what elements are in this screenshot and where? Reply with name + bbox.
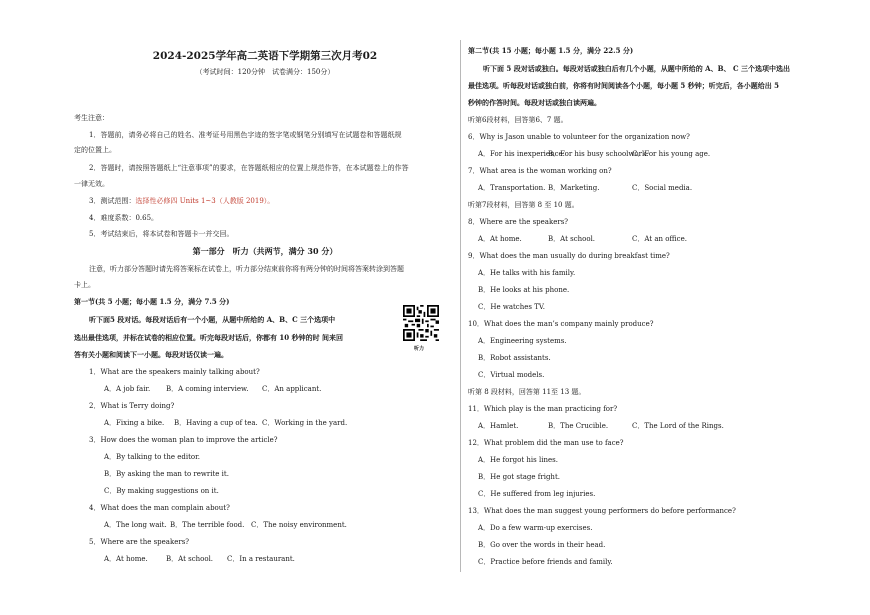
option: B．At school. <box>548 235 596 243</box>
column-divider <box>460 40 461 572</box>
option: C．He suffered from leg injuries. <box>478 490 596 498</box>
option: C．Virtual models. <box>478 371 545 379</box>
question: 2．What is Terry doing? <box>89 402 175 410</box>
option: A．The long wait. <box>104 521 167 529</box>
exam-info: （考试时间：120分钟 试卷满分：150分） <box>195 68 335 76</box>
notice-item: 一律无效。 <box>74 180 109 188</box>
notice-item: 2．答题时，请按照答题纸上“注意事项”的要求，在答题纸相应的位置上规范作答，在本试题卷上的作答 <box>89 164 409 172</box>
option: A．A job fair. <box>104 385 151 393</box>
question: 4．What does the man complain about? <box>89 504 230 512</box>
option: A．At home. <box>104 555 148 563</box>
material-instruction: 听第 8 段材料，回答第 11至 13 题。 <box>468 388 586 396</box>
option: A．At home. <box>478 235 522 243</box>
option: C．By making suggestions on it. <box>104 487 219 495</box>
part1-intro: 卡上。 <box>74 281 95 289</box>
option: B．Go over the words in their head. <box>478 541 606 549</box>
option: B．At school. <box>166 555 214 563</box>
question: 5．Where are the speakers? <box>89 538 190 546</box>
question: 13．What does the man suggest young performers do before performance? <box>468 507 736 515</box>
question: 3．How does the woman plan to improve the article? <box>89 436 278 444</box>
question: 9．What does the man usually do during breakfast time? <box>468 252 670 260</box>
section1-instruction: 答有关小题和阅读下一小题。每段对话仅读一遍。 <box>74 350 228 359</box>
notice-item: 定的位置上。 <box>74 146 116 154</box>
section1-instruction: 选出最佳选项，并标在试卷的相应位置。听完每段对话后，你都有 10 秒钟的时 间来回 <box>74 333 344 342</box>
option: C．The Lord of the Rings. <box>632 422 724 430</box>
option: C．Working in the yard. <box>262 419 348 427</box>
option: B．He looks at his phone. <box>478 286 570 294</box>
part1-intro: 注意，听力部分答题时请先将答案标在试卷上，听力部分结束前你将有两分钟的时间将答案转涂到答题 <box>89 265 404 273</box>
section2-instruction: 听下面 5 段对话或独白。每段对话或独白后有几个小题，从题中所给的 A、B、 C 三个选项中选出 <box>483 64 790 73</box>
option: A．He forgot his lines. <box>478 456 558 464</box>
option: C．Social media. <box>632 184 693 192</box>
section2-instruction: 秒钟的作答时间。每段对话或独白读两遍。 <box>468 98 601 107</box>
option: A．Fixing a bike. <box>104 419 165 427</box>
option: B．Marketing. <box>548 184 600 192</box>
notice-item: 1．答题前，请务必将自己的姓名、准考证号用黑色字迹的签字笔或钢笔分别填写在试题卷和答题纸规 <box>89 131 402 139</box>
question: 10．What does the man’s company mainly produce? <box>468 320 654 328</box>
notice-item: 3．测试范围：选择性必修四 Units 1~3（人教版 2019）。 <box>89 197 275 205</box>
material-instruction: 听第7段材料，回答第 8 至 10 题。 <box>468 201 579 209</box>
option: A．Do a few warm-up exercises. <box>478 524 593 532</box>
option: C．Practice before friends and family. <box>478 558 613 566</box>
option: A．Hamlet. <box>478 422 519 430</box>
notice-heading: 考生注意： <box>74 114 109 122</box>
question: 7．What area is the woman working on? <box>468 167 612 175</box>
option: B．Robot assistants. <box>478 354 551 362</box>
option: B．By asking the man to rewrite it. <box>104 470 229 478</box>
option: C．An applicant. <box>262 385 322 393</box>
option: C．For his young age. <box>632 150 711 158</box>
option: B．Having a cup of tea. <box>174 419 258 427</box>
option: A．By talking to the editor. <box>104 453 200 461</box>
part1-heading: 第一部分 听力（共两节，满分 30 分） <box>192 246 338 256</box>
section2-title: 第二节(共 15 小题；每小题 1.5 分，满分 22.5 分) <box>468 46 634 55</box>
option: C．He watches TV. <box>478 303 545 311</box>
option: B．The Crucible. <box>548 422 609 430</box>
qr-code-label: 听力 <box>414 346 425 352</box>
section2-instruction: 最佳选项。听每段对话或独白前，你将有时间阅读各个小题，每小题 5 秒钟；听完后，各小题给出 5 <box>468 81 780 90</box>
option: B．For his busy schoolwork. <box>548 150 649 158</box>
option: C．In a restaurant. <box>227 555 295 563</box>
material-instruction: 听第6段材料，回答第6、7 题。 <box>468 116 568 124</box>
option: A．For his inexperience. <box>478 150 565 158</box>
option: A．Engineering systems. <box>478 337 567 345</box>
notice-item: 5．考试结束后，将本试卷和答题卡一并交回。 <box>89 230 234 238</box>
question: 11．Which play is the man practicing for? <box>468 405 618 413</box>
notice-item: 4．难度系数：0.65。 <box>89 214 159 222</box>
test-scope: 选择性必修四 Units 1~3（人教版 2019）。 <box>135 197 275 205</box>
section1-instruction: 听下面5 段对话。每段对话后有一个小题，从题中所给的 A、B、C 三个选项中 <box>89 315 336 324</box>
qr-code-icon <box>403 305 439 341</box>
question: 1．What are the speakers mainly talking about? <box>89 368 260 376</box>
option: A．Transportation. <box>478 184 546 192</box>
section1-title: 第一节(共 5 小题；每小题 1.5 分，满分 7.5 分) <box>74 297 230 306</box>
option: C．The noisy environment. <box>251 521 347 529</box>
option: B．A coming interview. <box>166 385 249 393</box>
option: B．The terrible food. <box>170 521 245 529</box>
question: 8．Where are the speakers? <box>468 218 569 226</box>
page-title: 2024-2025学年高二英语下学期第三次月考02 <box>152 50 378 62</box>
option: B．He got stage fright. <box>478 473 560 481</box>
option: C．At an office. <box>632 235 687 243</box>
question: 12．What problem did the man use to face? <box>468 439 624 447</box>
question: 6．Why is Jason unable to volunteer for the organization now? <box>468 133 690 141</box>
option: A．He talks with his family. <box>478 269 576 277</box>
